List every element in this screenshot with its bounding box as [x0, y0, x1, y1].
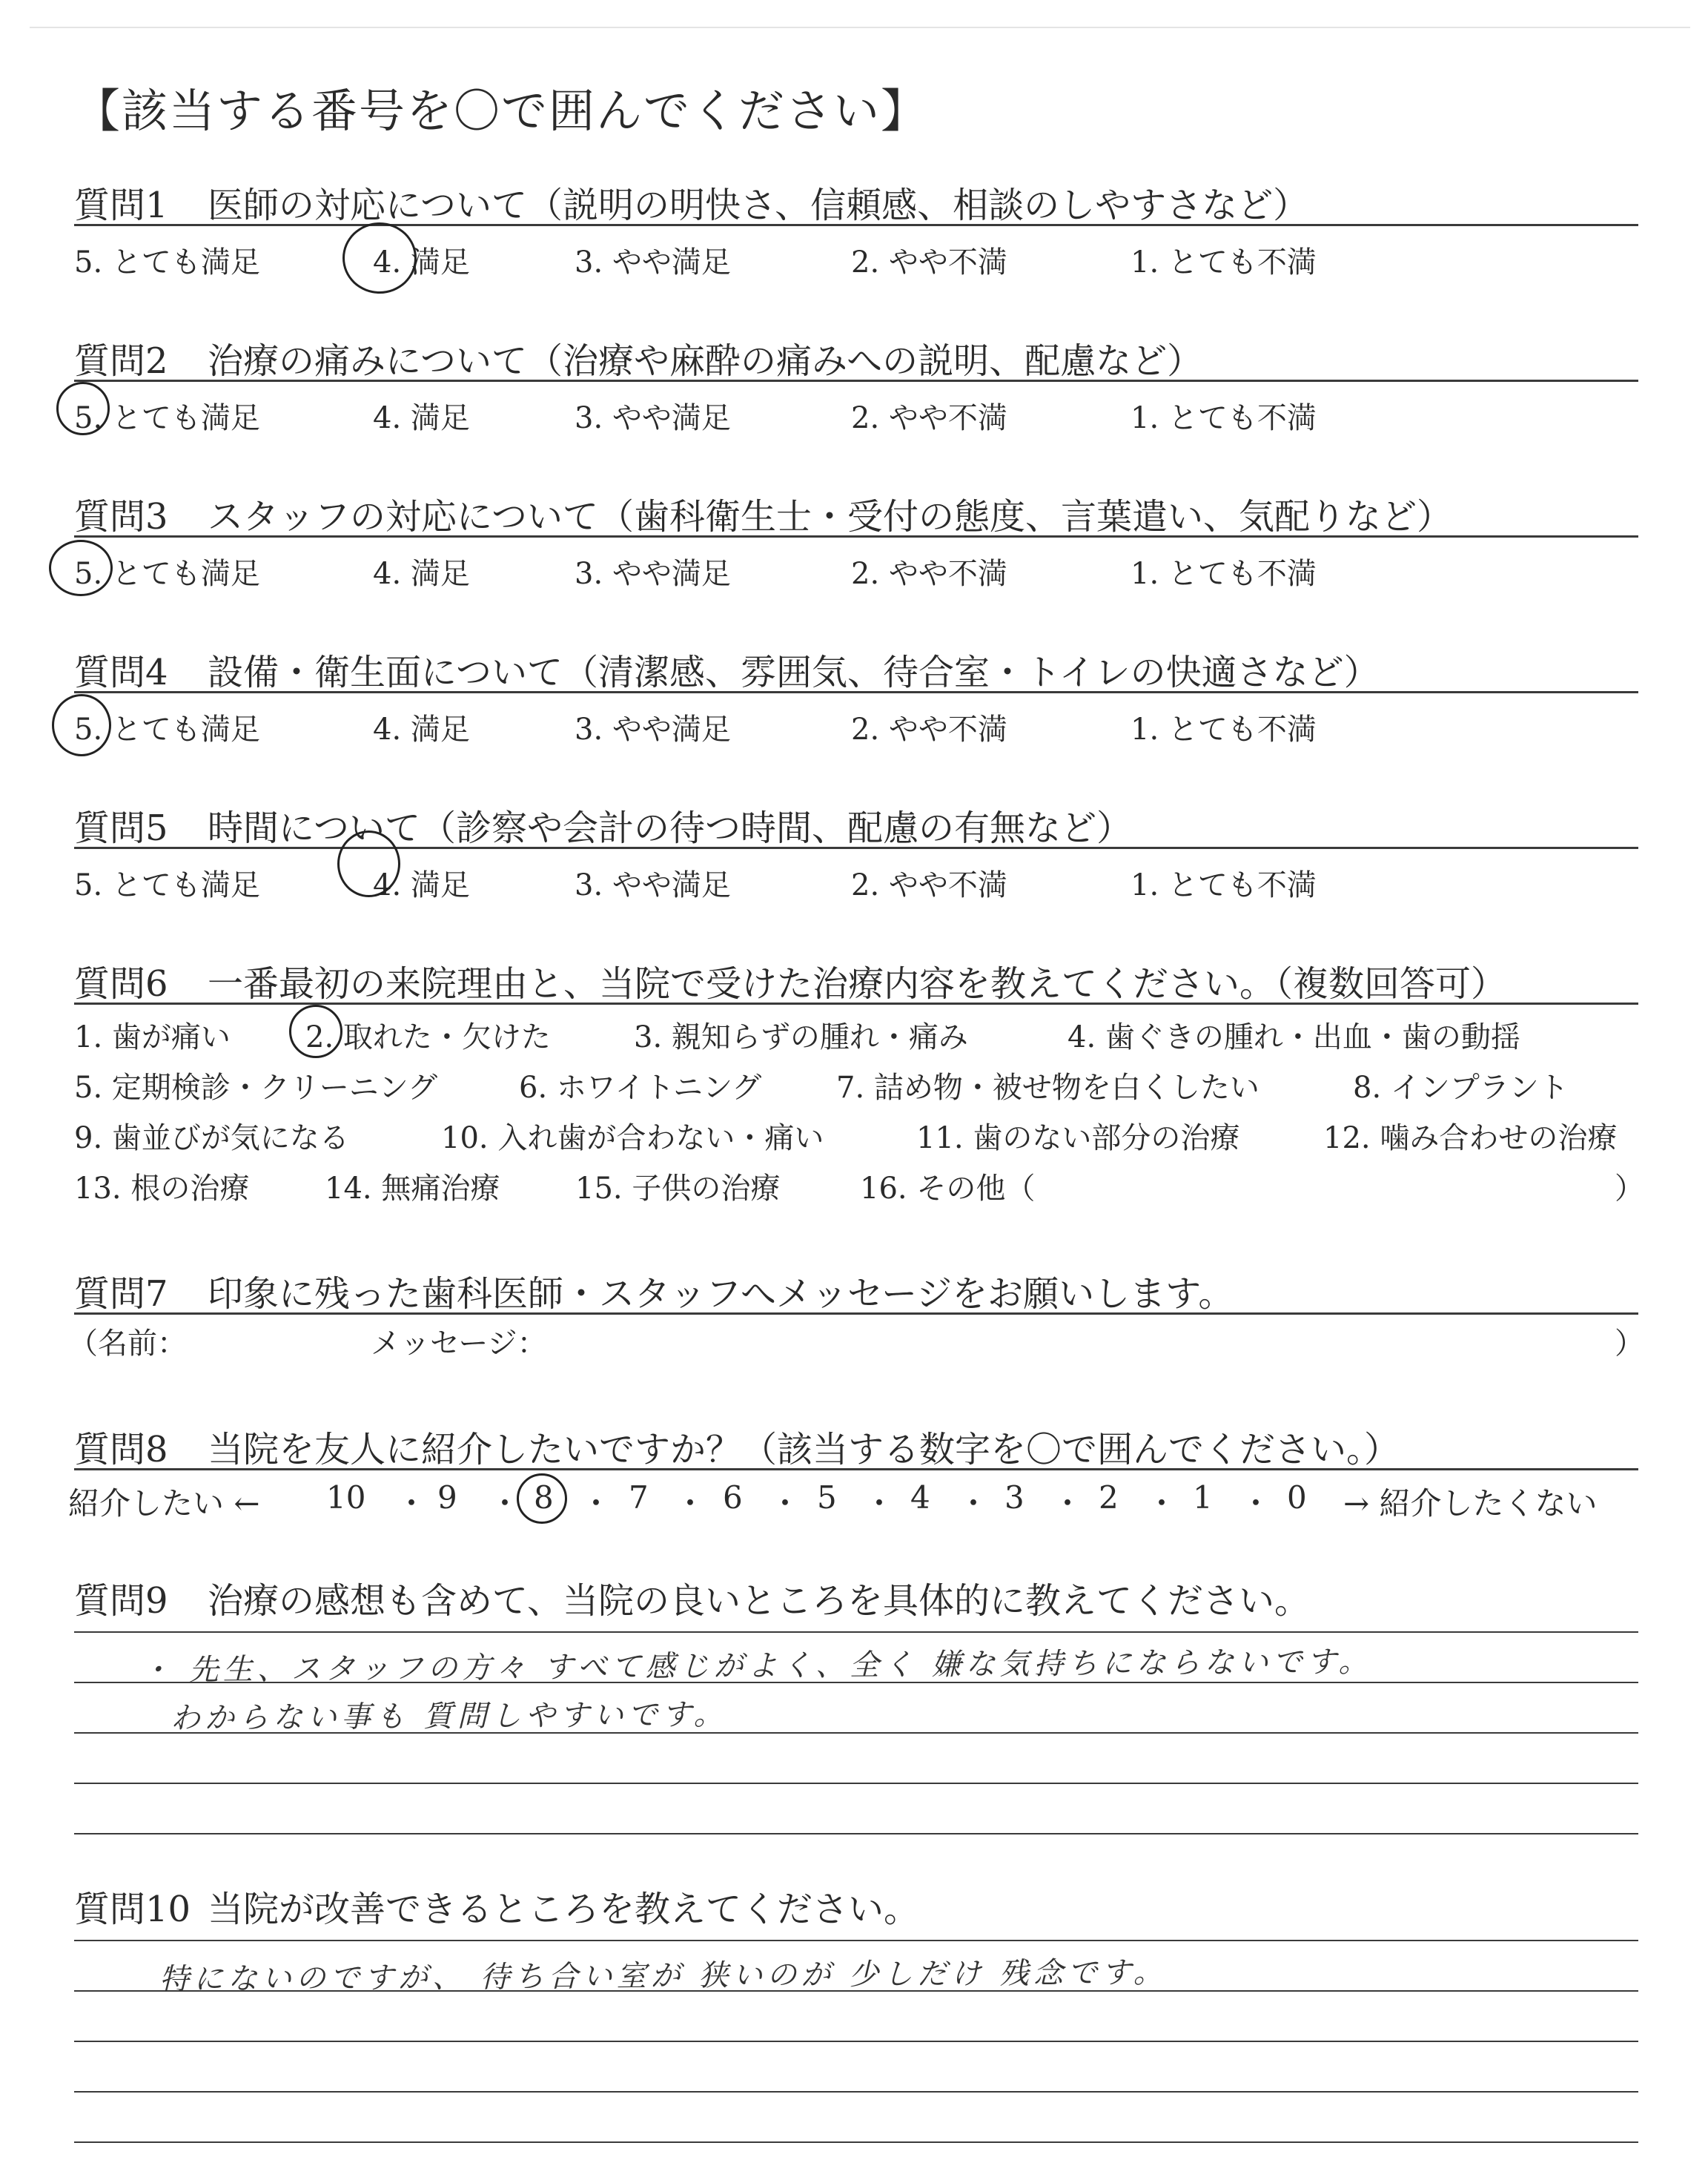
- q3-option-2[interactable]: 2. やや不満: [851, 557, 1007, 591]
- q1-option-2[interactable]: 2. やや不満: [851, 245, 1007, 280]
- q1-option-1[interactable]: 1. とても不満: [1131, 245, 1317, 280]
- q6-option-8[interactable]: 8. インプラント: [1353, 1071, 1569, 1105]
- answer-line: [74, 2041, 1638, 2042]
- q1-option-4[interactable]: 4. 満足: [373, 245, 470, 280]
- q7-name-label: （名前：: [68, 1327, 187, 1361]
- q6-option-9[interactable]: 9. 歯並びが気になる: [74, 1121, 349, 1155]
- scale-separator: ・: [396, 1485, 428, 1522]
- q4-option-5[interactable]: 5. とても満足: [74, 713, 260, 747]
- answer-line: [74, 2091, 1638, 2093]
- q6-option-11[interactable]: 11. 歯のない部分の治療: [916, 1121, 1240, 1155]
- q6-option-15[interactable]: 15. 子供の治療: [575, 1172, 781, 1206]
- question-10: [74, 1880, 919, 1932]
- answer-line: [74, 2141, 1638, 2143]
- question-text: 一番最初の来院理由と、当院で受けた治療内容を教えてください。（複数回答可）: [208, 963, 1507, 1005]
- q3-option-5[interactable]: 5. とても満足: [74, 557, 260, 591]
- question-text: 当院が改善できるところを教えてください。: [208, 1889, 920, 1930]
- q6-option-12[interactable]: 12. 噛み合わせの治療: [1323, 1121, 1618, 1155]
- question-number: 質問8: [74, 1429, 168, 1470]
- scale-separator: ・: [1146, 1485, 1178, 1522]
- question-text: 時間について（診察や会計の待つ時間、配慮の有無など）: [208, 807, 1133, 849]
- q6-option-2[interactable]: 2. 取れた・欠けた: [305, 1020, 551, 1054]
- question-9: [74, 1572, 1310, 1623]
- scale-number-1[interactable]: 1: [1193, 1479, 1213, 1516]
- q6-option-1[interactable]: 1. 歯が痛い: [74, 1020, 231, 1054]
- q2-option-5[interactable]: 5. とても満足: [74, 401, 260, 435]
- q10-handwritten-line-1: 特にないのですが、 待ち合い室が 狭いのが 少しだけ 残念です。: [159, 1955, 1168, 1997]
- q5-option-2[interactable]: 2. やや不満: [851, 868, 1007, 902]
- q6-option-16[interactable]: 16. その他（: [860, 1172, 1036, 1206]
- q4-option-3[interactable]: 3. やや満足: [575, 713, 731, 747]
- question-number: 質問2: [74, 340, 168, 382]
- question-7: [74, 1265, 1234, 1316]
- q3-option-3[interactable]: 3. やや満足: [575, 557, 731, 591]
- q5-option-4[interactable]: 4. 満足: [373, 868, 470, 902]
- q5-option-5[interactable]: 5. とても満足: [74, 868, 260, 902]
- question-rule: [74, 1468, 1638, 1470]
- scale-number-10[interactable]: 10: [326, 1479, 366, 1516]
- q7-close-paren: ）: [1615, 1327, 1644, 1361]
- q7-message-label: メッセージ：: [371, 1327, 547, 1361]
- scale-separator: ・: [1052, 1485, 1084, 1522]
- scale-separator: ・: [580, 1485, 612, 1522]
- question-1: [74, 176, 1308, 228]
- scale-number-2[interactable]: 2: [1099, 1479, 1119, 1516]
- question-2: [74, 332, 1202, 383]
- q6-option-4[interactable]: 4. 歯ぐきの腫れ・出血・歯の動揺: [1068, 1020, 1520, 1054]
- selected-circle-mark: [342, 222, 417, 294]
- q6-option-10[interactable]: 10. 入れ歯が合わない・痛い: [441, 1121, 824, 1155]
- page-title: 【該当する番号を〇で囲んでください】: [74, 84, 929, 138]
- question-rule: [74, 847, 1638, 849]
- question-rule: [74, 691, 1638, 693]
- question-rule: [74, 380, 1638, 382]
- q6-option-14[interactable]: 14. 無痛治療: [325, 1172, 500, 1206]
- question-number: 質問7: [74, 1273, 168, 1315]
- q6-option-5[interactable]: 5. 定期検診・クリーニング: [74, 1071, 438, 1105]
- question-text: 設備・衛生面について（清潔感、雰囲気、待合室・トイレの快適さなど）: [208, 652, 1380, 693]
- selected-circle-mark: [337, 830, 400, 897]
- q6-option-7[interactable]: 7. 詰め物・被せ物を白くしたい: [836, 1071, 1260, 1105]
- q6-option-13[interactable]: 13. 根の治療: [74, 1172, 250, 1206]
- question-number: 質問3: [74, 496, 168, 538]
- question-8: [74, 1421, 1400, 1472]
- scale-number-9[interactable]: 9: [437, 1479, 457, 1516]
- q6-option-6[interactable]: 6. ホワイトニング: [519, 1071, 762, 1105]
- question-number: 質問9: [74, 1580, 168, 1622]
- scale-separator: ・: [675, 1485, 706, 1522]
- q3-option-1[interactable]: 1. とても不満: [1131, 557, 1317, 591]
- selected-circle-mark: [52, 694, 111, 756]
- scale-separator: ・: [864, 1485, 896, 1522]
- answer-line: [74, 1783, 1638, 1784]
- question-4: [74, 644, 1380, 695]
- q4-option-4[interactable]: 4. 満足: [373, 713, 470, 747]
- q9-handwritten-line-2: わからない事も 質問しやすいです。: [170, 1697, 728, 1736]
- question-number: 質問5: [74, 807, 168, 849]
- question-3: [74, 488, 1452, 539]
- q5-option-3[interactable]: 3. やや満足: [575, 868, 731, 902]
- q2-option-2[interactable]: 2. やや不満: [851, 401, 1007, 435]
- answer-line: [74, 1940, 1638, 1941]
- scale-separator: ・: [769, 1485, 801, 1522]
- scale-number-4[interactable]: 4: [910, 1479, 930, 1516]
- q5-option-1[interactable]: 1. とても不満: [1131, 868, 1317, 902]
- question-text: 治療の感想も含めて、当院の良いところを具体的に教えてください。: [208, 1580, 1311, 1622]
- question-text: 当院を友人に紹介したいですか？（該当する数字を〇で囲んでください。）: [208, 1429, 1400, 1470]
- q1-option-3[interactable]: 3. やや満足: [575, 245, 731, 280]
- selected-circle-mark: [517, 1473, 567, 1524]
- q6-other-close: ）: [1615, 1172, 1644, 1206]
- scale-number-3[interactable]: 3: [1004, 1479, 1025, 1516]
- q1-option-5[interactable]: 5. とても満足: [74, 245, 260, 280]
- scale-number-0[interactable]: 0: [1287, 1479, 1307, 1516]
- question-number: 質問10: [74, 1889, 191, 1930]
- scale-right-label: → 紹介したくない: [1343, 1485, 1598, 1522]
- question-text: 印象に残った歯科医師・スタッフへメッセージをお願いします。: [208, 1273, 1234, 1315]
- question-5: [74, 799, 1132, 851]
- question-rule: [74, 535, 1638, 538]
- scale-separator: ・: [1240, 1485, 1272, 1522]
- q2-option-1[interactable]: 1. とても不満: [1131, 401, 1317, 435]
- q4-option-2[interactable]: 2. やや不満: [851, 713, 1007, 747]
- scan-top-edge: [30, 27, 1690, 28]
- scale-left-label: 紹介したい ←: [68, 1485, 260, 1522]
- q2-option-4[interactable]: 4. 満足: [373, 401, 470, 435]
- q4-option-1[interactable]: 1. とても不満: [1131, 713, 1317, 747]
- question-number: 質問6: [74, 963, 168, 1005]
- answer-line: [74, 1631, 1638, 1633]
- q3-option-4[interactable]: 4. 満足: [373, 557, 470, 591]
- q6-option-3[interactable]: 3. 親知らずの腫れ・痛み: [634, 1020, 968, 1054]
- q9-handwritten-line-1: ・ 先生、スタッフの方々 すべて感じがよく、全く 嫌な気持ちにならないです。: [140, 1645, 1373, 1688]
- scale-number-6[interactable]: 6: [723, 1479, 743, 1516]
- selected-circle-mark: [49, 540, 113, 596]
- question-6: [74, 955, 1506, 1006]
- question-rule: [74, 1312, 1638, 1315]
- q2-option-3[interactable]: 3. やや満足: [575, 401, 731, 435]
- scale-separator: ・: [489, 1485, 521, 1522]
- scale-number-5[interactable]: 5: [817, 1479, 837, 1516]
- scale-number-8[interactable]: 8: [534, 1479, 554, 1516]
- question-text: スタッフの対応について（歯科衛生士・受付の態度、言葉遣い、気配りなど）: [208, 496, 1453, 538]
- selected-circle-mark: [56, 382, 110, 435]
- question-rule: [74, 224, 1638, 226]
- scale-number-7[interactable]: 7: [629, 1479, 649, 1516]
- scale-separator: ・: [958, 1485, 990, 1522]
- question-rule: [74, 1003, 1638, 1005]
- question-text: 治療の痛みについて（治療や麻酔の痛みへの説明、配慮など）: [208, 340, 1203, 382]
- question-text: 医師の対応について（説明の明快さ、信頼感、相談のしやすさなど）: [208, 185, 1309, 226]
- question-number: 質問4: [74, 652, 168, 693]
- selected-circle-mark: [289, 1005, 342, 1058]
- answer-line: [74, 1833, 1638, 1834]
- question-number: 質問1: [74, 185, 168, 226]
